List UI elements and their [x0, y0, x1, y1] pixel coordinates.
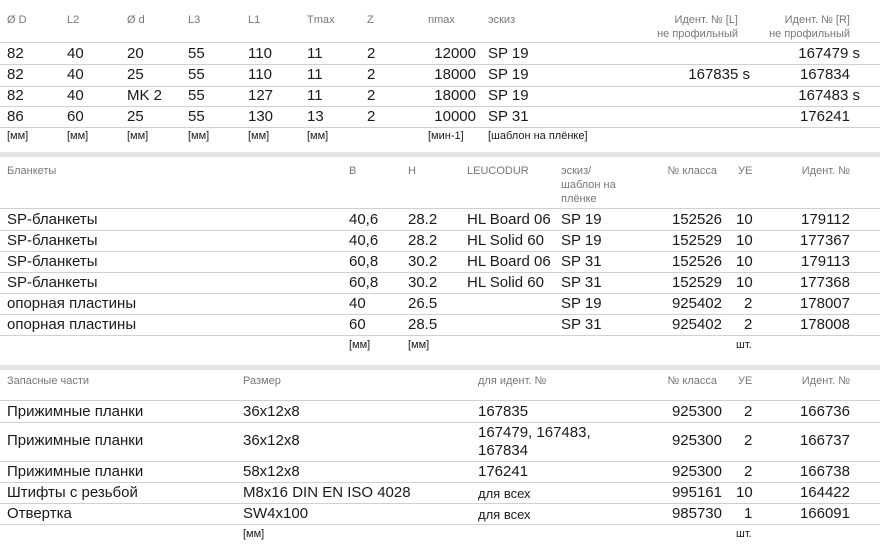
- cell-ident: 177368: [799, 274, 850, 291]
- cell-od: 86: [7, 108, 24, 125]
- cell-class: 152529: [671, 274, 722, 291]
- cell-leucodur: HL Board 06: [467, 253, 551, 270]
- header-ident-r-sub: не профильный: [769, 28, 850, 40]
- header-z: Z: [367, 14, 374, 26]
- unit-l2: [мм]: [67, 130, 89, 142]
- section-divider: [0, 365, 880, 370]
- header-sketch-line3: плёнке: [561, 193, 597, 205]
- cell-sketch: SP 19: [561, 211, 602, 228]
- cell-d: 25: [127, 66, 144, 83]
- cell-for-ident: для всех: [478, 507, 531, 522]
- cell-ident-r: 167834: [799, 66, 850, 83]
- cell-nmax: 18000: [434, 87, 476, 104]
- header-blankets: Бланкеты: [7, 165, 57, 177]
- cell-class: 152526: [671, 253, 722, 270]
- header-sketch-line2: шаблон на: [561, 179, 616, 191]
- unit-l1: [мм]: [248, 130, 270, 142]
- unit-h: [мм]: [408, 339, 430, 351]
- cell-l2: 40: [67, 66, 84, 83]
- cell-name: опорная пластины: [7, 316, 137, 333]
- cell-ue: 10: [736, 253, 753, 270]
- cell-size: 36x12x8: [243, 432, 300, 449]
- cell-for-ident: 167479, 167483,: [478, 424, 591, 441]
- header-class: № класса: [667, 375, 717, 387]
- cell-h: 28.2: [408, 211, 438, 228]
- header-sketch: эскиз/: [561, 165, 592, 177]
- header-ident-l-sub: не профильный: [657, 28, 738, 40]
- cell-leucodur: HL Board 06: [467, 211, 551, 228]
- cell-class: 985730: [671, 505, 722, 522]
- cell-name: Прижимные планки: [7, 403, 144, 420]
- cell-h: 28.2: [408, 232, 438, 249]
- cell-sketch: SP 31: [561, 253, 602, 270]
- unit-tmax: [мм]: [307, 130, 329, 142]
- cell-ident: 166737: [799, 432, 850, 449]
- cell-sketch: SP 31: [561, 316, 602, 333]
- header-ident-l: Идент. № [L]: [674, 14, 738, 26]
- cell-name: SP-бланкеты: [7, 253, 98, 270]
- cell-name: SP-бланкеты: [7, 232, 98, 249]
- cell-l1: 110: [248, 66, 272, 83]
- cell-size: SW4x100: [243, 505, 309, 522]
- cell-ident: 164422: [799, 484, 850, 501]
- cell-ue: 2: [744, 316, 753, 333]
- cell-b: 60: [349, 316, 366, 333]
- cell-size: M8x16 DIN EN ISO 4028: [243, 484, 411, 501]
- cell-class: 925300: [671, 432, 722, 449]
- cell-ue: 2: [744, 403, 753, 420]
- cell-ue: 2: [744, 295, 753, 312]
- cell-ue: 10: [736, 232, 753, 249]
- cell-for-ident: 167835: [478, 403, 529, 420]
- cell-h: 30.2: [408, 274, 438, 291]
- header-h: H: [408, 165, 416, 177]
- unit-ue: шт.: [736, 339, 752, 351]
- cell-size: 36x12x8: [243, 403, 300, 420]
- cell-name: SP-бланкеты: [7, 211, 98, 228]
- cell-ue: 10: [736, 484, 753, 501]
- cell-l1: 127: [248, 87, 274, 104]
- cell-ident: 178008: [799, 316, 850, 333]
- cell-ident: 177367: [799, 232, 850, 249]
- header-tmax: Tmax: [307, 14, 335, 26]
- unit-nmax: [мин-1]: [428, 130, 464, 142]
- cell-name: SP-бланкеты: [7, 274, 98, 291]
- cell-h: 30.2: [408, 253, 438, 270]
- cell-nmax: 12000: [434, 45, 476, 62]
- cell-d: 25: [127, 108, 144, 125]
- header-for-ident: для идент. №: [478, 375, 547, 387]
- cell-l1: 130: [248, 108, 274, 125]
- cell-b: 40: [349, 295, 366, 312]
- cell-ue: 1: [744, 505, 753, 522]
- cell-b: 60,8: [349, 274, 379, 291]
- cell-class: 925300: [671, 463, 722, 480]
- cell-tmax: 11: [307, 66, 323, 83]
- cell-z: 2: [367, 108, 376, 125]
- header-ue: УЕ: [738, 375, 753, 387]
- cell-leucodur: HL Solid 60: [467, 274, 544, 291]
- header-class: № класса: [667, 165, 717, 177]
- cell-z: 2: [367, 66, 376, 83]
- cell-b: 60,8: [349, 253, 379, 270]
- header-size: Размер: [243, 375, 281, 387]
- cell-l1: 110: [248, 45, 272, 62]
- cell-nmax: 18000: [434, 66, 476, 83]
- cell-ident-r: 176241: [799, 108, 850, 125]
- cell-nmax: 10000: [434, 108, 476, 125]
- unit-b: [мм]: [349, 339, 371, 351]
- cell-z: 2: [367, 87, 376, 104]
- cell-ue: 2: [744, 463, 753, 480]
- cell-od: 82: [7, 66, 24, 83]
- cell-name: Прижимные планки: [7, 432, 144, 449]
- header-b: B: [349, 165, 357, 177]
- cell-ident-l: 167835 s: [688, 66, 750, 83]
- cell-sketch: SP 19: [488, 87, 529, 104]
- cell-sketch: SP 19: [561, 295, 602, 312]
- cell-class: 925300: [671, 403, 722, 420]
- cell-ident: 178007: [799, 295, 850, 312]
- cell-sketch: SP 31: [488, 108, 529, 125]
- cell-sketch: SP 31: [561, 274, 602, 291]
- cell-name: Отвертка: [7, 505, 72, 522]
- cell-class: 152529: [671, 232, 722, 249]
- cell-l3: 55: [188, 45, 205, 62]
- cell-ue: 10: [736, 211, 753, 228]
- header-leucodur: LEUCODUR: [467, 165, 529, 177]
- cell-ident: 179113: [801, 253, 850, 270]
- cell-for-ident-line2: 167834: [478, 442, 529, 459]
- header-ident-r: Идент. № [R]: [784, 14, 850, 26]
- cell-sketch: SP 19: [488, 45, 529, 62]
- cell-h: 26.5: [408, 295, 438, 312]
- section-divider: [0, 152, 880, 157]
- cell-name: опорная пластины: [7, 295, 137, 312]
- cell-ident-r: 167479 s: [798, 45, 860, 62]
- cell-ident: 166091: [799, 505, 850, 522]
- cell-od: 82: [7, 45, 24, 62]
- cell-b: 40,6: [349, 211, 379, 228]
- header-od: Ø D: [7, 14, 27, 26]
- cell-d: 20: [127, 45, 144, 62]
- unit-od: [мм]: [7, 130, 29, 142]
- cell-class: 152526: [671, 211, 722, 228]
- cell-ident: 166738: [799, 463, 850, 480]
- header-nmax: nmax: [428, 14, 455, 26]
- cell-ident: 179112: [801, 211, 850, 228]
- unit-l3: [мм]: [188, 130, 210, 142]
- cell-od: 82: [7, 87, 24, 104]
- cell-size: 58x12x8: [243, 463, 300, 480]
- cell-tmax: 11: [307, 87, 323, 104]
- header-d: Ø d: [127, 14, 145, 26]
- cell-d: MK 2: [127, 87, 163, 104]
- cell-l3: 55: [188, 108, 205, 125]
- cell-tmax: 11: [307, 45, 323, 62]
- cell-tmax: 13: [307, 108, 324, 125]
- unit-ue: шт.: [736, 528, 752, 540]
- cell-h: 28.5: [408, 316, 438, 333]
- cell-leucodur: HL Solid 60: [467, 232, 544, 249]
- cell-l3: 55: [188, 87, 205, 104]
- header-l1: L1: [248, 14, 261, 26]
- cell-l2: 40: [67, 45, 84, 62]
- header-sketch: эскиз: [488, 14, 516, 26]
- cell-for-ident: для всех: [478, 486, 531, 501]
- cell-class: 925402: [671, 316, 722, 333]
- cell-ue: 10: [736, 274, 753, 291]
- header-l2: L2: [67, 14, 80, 26]
- header-ident: Идент. №: [801, 375, 850, 387]
- cell-for-ident: 176241: [478, 463, 529, 480]
- unit-size: [мм]: [243, 528, 265, 540]
- cell-sketch: SP 19: [488, 66, 529, 83]
- cell-z: 2: [367, 45, 376, 62]
- cell-l2: 60: [67, 108, 84, 125]
- cell-ident-r: 167483 s: [798, 87, 860, 104]
- cell-l3: 55: [188, 66, 205, 83]
- cell-class: 995161: [671, 484, 722, 501]
- unit-d: [мм]: [127, 130, 149, 142]
- header-ident: Идент. №: [801, 165, 850, 177]
- cell-ident: 166736: [799, 403, 850, 420]
- cell-name: Штифты с резьбой: [7, 484, 138, 501]
- header-spare-parts: Запасные части: [7, 375, 90, 387]
- unit-sketch: [шаблон на плёнке]: [488, 130, 588, 142]
- header-l3: L3: [188, 14, 201, 26]
- cell-b: 40,6: [349, 232, 379, 249]
- cell-sketch: SP 19: [561, 232, 602, 249]
- cell-l2: 40: [67, 87, 84, 104]
- cell-name: Прижимные планки: [7, 463, 144, 480]
- cell-ue: 2: [744, 432, 753, 449]
- cell-class: 925402: [671, 295, 722, 312]
- header-ue: УЕ: [738, 165, 753, 177]
